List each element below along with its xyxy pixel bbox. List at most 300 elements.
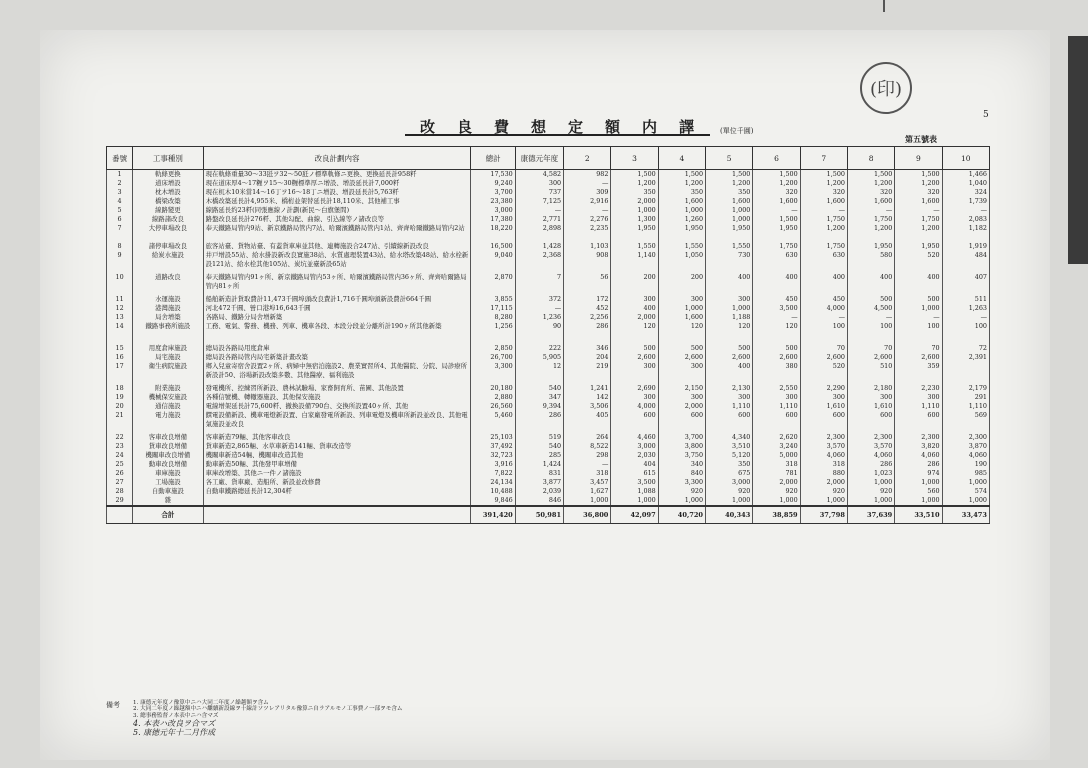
row-year-value: 1,610 [847,402,894,411]
row-year-value: 2,000 [800,478,847,487]
row-total: 17,115 [471,304,515,313]
row-total: 26,560 [471,402,515,411]
row-year-value: 520 [800,362,847,380]
table-row [107,451,990,460]
row-year-value: 2,230 [895,384,942,393]
cost-table [106,146,990,524]
table-row [107,295,990,304]
header-year: 3 [611,147,658,170]
row-year-value: 1,750 [800,215,847,224]
row-total: 7,822 [471,469,515,478]
totals-year: 37,639 [847,506,894,524]
row-year-value: 1,500 [658,170,705,180]
row-plan: 車庫改增築、其他ニ一件ノ諸施設 [203,469,471,478]
row-year-1: 286 [515,411,563,429]
row-year-value: 3,500 [611,478,658,487]
row-year-value: 1,600 [847,197,894,206]
row-year-value: 120 [611,322,658,340]
row-year-value: — [564,460,611,469]
unit-label: (單位千圓) [720,127,754,135]
row-year-value: 1,110 [895,402,942,411]
note-line: 3. 總事務監督ノ本表中ニハ含マズ [133,712,219,719]
row-year-value: 400 [706,362,753,380]
row-year-value: 1,000 [895,496,942,506]
row-year-value: 1,200 [800,179,847,188]
totals-year: 33,510 [895,506,942,524]
row-year-value: 1,263 [942,304,989,313]
table-row [107,273,990,291]
row-plan: 旅客站臺、貨物站臺、有蓋貨車庫並其他、連轉施設合247站、引續線新設改良 [203,242,471,251]
row-year-value: 1,500 [847,170,894,180]
row-year-value: 452 [564,304,611,313]
row-year-value: 70 [847,344,894,353]
row-year-value: 1,600 [706,197,753,206]
row-kind: 工場施設 [133,478,203,487]
row-year-value: 1,200 [706,179,753,188]
table-row [107,215,990,224]
row-year-value: 400 [895,273,942,291]
row-year-value: 350 [611,188,658,197]
row-year-value: 300 [847,393,894,402]
row-kind: 貨車改良增備 [133,442,203,451]
row-year-value: 400 [753,273,800,291]
row-year-value: 2,083 [942,215,989,224]
row-kind: 自動車施設 [133,487,203,496]
row-number: 1 [107,170,133,180]
row-total: 23,380 [471,197,515,206]
row-plan: 現在道床厚4～17糎ヲ15～30糎標準厚ニ增設、增設延長計7,000粁 [203,179,471,188]
row-year-value: 580 [847,251,894,269]
row-plan: 機關車新造54輛、機關車改造其他 [203,451,471,460]
row-number: 11 [107,295,133,304]
row-year-1: 1,428 [515,242,563,251]
row-year-value: 2,690 [611,384,658,393]
row-year-value: 286 [847,460,894,469]
table-body [107,170,990,507]
row-year-value: 560 [895,487,942,496]
handwritten-note: 4. 本表ハ改良ヲ合マズ [133,719,216,729]
totals-total: 391,420 [471,506,515,524]
totals-row [107,506,990,524]
row-year-value: 3,570 [847,442,894,451]
row-year-value: 1,000 [942,478,989,487]
row-total: 3,916 [471,460,515,469]
row-number: 27 [107,478,133,487]
row-year-value: 2,000 [611,313,658,322]
row-year-value: 1,500 [706,170,753,180]
row-kind: 諸停車場改良 [133,242,203,251]
row-year-value: 200 [611,273,658,291]
table-row [107,170,990,180]
row-year-value: 3,300 [658,478,705,487]
row-year-value: 1,750 [895,215,942,224]
official-seal: (印) [860,62,912,114]
row-year-value: 1,000 [942,496,989,506]
row-year-value: 1,600 [658,197,705,206]
row-year-value: 675 [706,469,753,478]
row-year-value: — [942,206,989,215]
table-row [107,478,990,487]
header-year: 8 [847,147,894,170]
row-kind: 道路改良 [133,273,203,291]
row-year-1: — [515,304,563,313]
row-year-value: 100 [895,322,942,340]
row-year-value: 3,820 [895,442,942,451]
row-plan: 線路延長約23粁(同張應線ノ計劃(新民～白旗堡間) [203,206,471,215]
row-year-value: — [895,313,942,322]
row-year-value: 400 [706,273,753,291]
totals-plan-empty [203,506,471,524]
row-number: 3 [107,188,133,197]
notes [133,700,403,737]
row-year-value: 340 [658,460,705,469]
header-year: 4 [658,147,705,170]
row-year-1: 347 [515,393,563,402]
row-kind: 枕木增設 [133,188,203,197]
row-kind: 港灣施設 [133,304,203,313]
row-year-value: 300 [658,393,705,402]
row-year-value: 3,510 [706,442,753,451]
row-year-value: 286 [895,460,942,469]
row-year-value: 324 [942,188,989,197]
row-plan: 貨車新造2,865輛、水草車新造141輛、貨車改造等 [203,442,471,451]
row-year-value: 3,750 [658,451,705,460]
row-year-value: 920 [706,487,753,496]
row-year-value: 2,179 [942,384,989,393]
row-year-value: 2,290 [800,384,847,393]
row-kind: 附業施設 [133,384,203,393]
row-year-value: — [564,179,611,188]
row-number: 14 [107,322,133,340]
row-year-value: 2,600 [611,353,658,362]
row-year-value: 286 [564,322,611,340]
row-year-value: 600 [611,411,658,429]
row-year-value: 8,522 [564,442,611,451]
row-year-value: 1,110 [753,402,800,411]
row-number: 9 [107,251,133,269]
row-year-value: 1,500 [895,170,942,180]
row-number: 22 [107,433,133,442]
row-year-value: 1,950 [753,224,800,242]
header-year: 7 [800,147,847,170]
header-year: 2 [564,147,611,170]
row-year-value: 920 [800,487,847,496]
row-year-value: 1,000 [847,496,894,506]
row-plan: 河北472千圓、營口港埠16,643千圓 [203,304,471,313]
row-year-value: 908 [564,251,611,269]
row-year-value: 500 [753,344,800,353]
row-year-1: 285 [515,451,563,460]
row-plan: 總局設各路局用度倉庫 [203,344,471,353]
row-year-value: 3,506 [564,402,611,411]
row-year-value: 600 [847,411,894,429]
page-title: 改良費想定額内譯 [420,118,717,136]
row-year-value: 1,300 [611,215,658,224]
row-year-value: 300 [611,295,658,304]
row-year-value: 320 [753,188,800,197]
row-total: 8,280 [471,313,515,322]
row-year-value: 3,000 [706,478,753,487]
row-year-value: 2,000 [753,478,800,487]
table-row [107,362,990,380]
row-year-1: — [515,206,563,215]
row-year-value: 1,241 [564,384,611,393]
row-total: 2,880 [471,393,515,402]
row-year-value: 630 [800,251,847,269]
row-year-value: 600 [895,411,942,429]
row-year-value: — [800,206,847,215]
row-year-value: 400 [800,273,847,291]
row-plan: 井戸增設55站、給水掛設新改良實施38站、水質處理裝置43站、給水塔改築48站、給水栓新設121站、給水栓其他105站、炭坑並臺新設65站 [203,251,471,269]
row-plan: 各種信號機、轉轍器施設、其他保安施設 [203,393,471,402]
row-year-value: — [753,313,800,322]
row-year-value: 1,200 [847,224,894,242]
table-row [107,304,990,313]
row-year-1: 4,582 [515,170,563,180]
row-plan: 各工廠、貨車廠、造船所、新設並改修費 [203,478,471,487]
note-line: 2. 大同二年度ノ繰越額中ニハ繼續新設線ヲ十線計ソツレアリタル豫算ニ自ラアルモノ工事費ノ一部ヲモ含ム [133,706,403,713]
row-year-value: 204 [564,353,611,362]
row-year-value: 359 [895,362,942,380]
row-year-value: 3,870 [942,442,989,451]
title-underline [405,134,710,136]
row-year-value: 300 [658,295,705,304]
row-year-value: 500 [658,344,705,353]
row-year-value: 70 [800,344,847,353]
row-kind: 道床增設 [133,179,203,188]
row-plan: 自動車鐵路總延長計12,304粁 [203,487,471,496]
row-kind: 衛生病院施設 [133,362,203,380]
row-year-value: 600 [706,411,753,429]
row-number: 19 [107,393,133,402]
row-kind: 雜 [133,496,203,506]
row-year-1: 846 [515,496,563,506]
row-year-value: 1,000 [706,206,753,215]
row-year-value: — [753,206,800,215]
table-row [107,188,990,197]
row-year-value: 1,610 [800,402,847,411]
row-year-value: 5,120 [706,451,753,460]
row-year-value: 3,000 [611,442,658,451]
totals-year: 37,798 [800,506,847,524]
row-year-value: 510 [847,362,894,380]
table-row [107,206,990,215]
row-year-value: 1,950 [706,224,753,242]
row-year-value: 100 [847,322,894,340]
row-total: 17,380 [471,215,515,224]
row-year-value: 300 [800,393,847,402]
row-year-value: 4,060 [895,451,942,460]
row-year-value: 120 [658,322,705,340]
row-year-1: 2,771 [515,215,563,224]
row-year-value: 219 [564,362,611,380]
row-year-value: 100 [942,322,989,340]
row-year-value: 1,750 [847,215,894,224]
row-number: 6 [107,215,133,224]
row-year-1: 1,236 [515,313,563,322]
row-year-value: 1,200 [895,224,942,242]
header-total: 總計 [471,147,515,170]
totals-label: 合計 [133,506,203,524]
page-number: 5 [983,110,989,120]
row-plan: 饌電設備新設、機車電燈新設置、白家廠發電所新設、列車電燈及機車所新設並改良、其他電氣施設並改良 [203,411,471,429]
row-total: 17,530 [471,170,515,180]
row-plan: 現在軌條重量30～33瓩ヲ32～50瓩ノ標準軌條ニ更換、更換延長計958粁 [203,170,471,180]
table-row [107,224,990,242]
table-row [107,313,990,322]
row-year-value: 1,500 [611,170,658,180]
row-year-1: 5,905 [515,353,563,362]
row-year-value: 1,000 [706,496,753,506]
row-year-value: 1,600 [753,197,800,206]
row-year-1: 90 [515,322,563,340]
row-year-value: 2,030 [611,451,658,460]
table-row [107,179,990,188]
row-kind: 給炭水施設 [133,251,203,269]
row-year-value: 172 [564,295,611,304]
row-year-value: 1,000 [895,478,942,487]
row-year-value: 318 [753,460,800,469]
row-kind: 機關車改良增備 [133,451,203,460]
row-number: 21 [107,411,133,429]
table-row [107,251,990,269]
row-year-value: 1,000 [658,304,705,313]
table-row [107,460,990,469]
row-total: 1,256 [471,322,515,340]
row-plan: 發電機所、控練習所新設、農林試驗場、家畜飼育所、苗圃、其他設置 [203,384,471,393]
row-year-value: — [895,206,942,215]
row-plan: 船舶新造計貨取費計11,473千圓埠頭改良費計1,716千圓埠頭新設費計664千圓 [203,295,471,304]
table-row [107,197,990,206]
row-year-value: 1,200 [895,179,942,188]
totals-year-1: 50,981 [515,506,563,524]
row-year-value: 1,600 [800,197,847,206]
row-year-1: 12 [515,362,563,380]
notes-label: 備考 [106,701,120,709]
row-year-value: 630 [753,251,800,269]
row-year-1: 1,424 [515,460,563,469]
row-year-value: 569 [942,411,989,429]
row-year-value: 318 [800,460,847,469]
row-total: 25,103 [471,433,515,442]
row-total: 3,700 [471,188,515,197]
row-year-value: 484 [942,251,989,269]
row-year-value: 574 [942,487,989,496]
row-number: 18 [107,384,133,393]
row-year-value: 500 [706,344,753,353]
handwritten-note: 5. 康德元年十二月作成 [133,728,216,738]
table-row [107,322,990,340]
row-year-value: 982 [564,170,611,180]
table-row [107,353,990,362]
row-total: 9,040 [471,251,515,269]
row-kind: 線路諸改良 [133,215,203,224]
row-year-value: 100 [800,322,847,340]
row-year-value: 2,235 [564,224,611,242]
row-number: 20 [107,402,133,411]
row-kind: 橋梁改築 [133,197,203,206]
row-number: 4 [107,197,133,206]
row-plan: 總局設各路局管内局宅新築計畫改築 [203,353,471,362]
row-total: 16,500 [471,242,515,251]
row-year-value: 2,600 [658,353,705,362]
row-year-value: 500 [847,295,894,304]
row-year-1: 222 [515,344,563,353]
totals-year: 40,343 [706,506,753,524]
row-year-value: 1,950 [847,242,894,251]
row-year-value: 2,391 [942,353,989,362]
row-kind: 局舍增築 [133,313,203,322]
row-year-value: 350 [658,188,705,197]
row-plan: 動車新造50輛、其他發甲車增備 [203,460,471,469]
row-year-value: 920 [753,487,800,496]
row-year-value: 400 [611,304,658,313]
row-kind: 水運施設 [133,295,203,304]
row-plan: 各路局、鐵路分局舍增新築 [203,313,471,322]
row-kind: 動車改良增備 [133,460,203,469]
row-year-value: 5,000 [753,451,800,460]
row-number: 23 [107,442,133,451]
row-kind: 機械保安施設 [133,393,203,402]
row-year-value: 404 [611,460,658,469]
table-number: 第五號表 [905,134,937,144]
row-year-value: 320 [847,188,894,197]
row-plan: 現在杌木10米當14～16丁ヲ16～18丁ニ增設、增設延長計5,763粁 [203,188,471,197]
row-kind: 線路變更 [133,206,203,215]
row-year-value: 4,500 [847,304,894,313]
row-kind: 電力施設 [133,411,203,429]
row-year-value: 1,000 [706,215,753,224]
row-year-value: — [942,313,989,322]
row-year-value: 1,627 [564,487,611,496]
row-year-value: 1,200 [658,179,705,188]
row-year-value: 920 [658,487,705,496]
row-year-value: 600 [753,411,800,429]
row-year-value: 1,550 [658,242,705,251]
row-year-value: 1,040 [942,179,989,188]
row-total: 2,850 [471,344,515,353]
row-year-value: 1,000 [658,496,705,506]
row-year-value: 1,023 [847,469,894,478]
row-year-value: 346 [564,344,611,353]
row-year-value: 300 [611,393,658,402]
totals-year: 33,473 [942,506,989,524]
scan-tick-mark [883,0,885,12]
row-year-1: 372 [515,295,563,304]
row-year-value: 1,200 [847,179,894,188]
row-year-value: 3,800 [658,442,705,451]
totals-year: 38,859 [753,506,800,524]
row-year-value: 2,550 [753,384,800,393]
row-year-value: 2,620 [753,433,800,442]
row-year-value: 3,700 [658,433,705,442]
row-kind: 客車改良增備 [133,433,203,442]
row-year-value: 2,000 [658,402,705,411]
row-year-value: 2,600 [895,353,942,362]
row-year-value: 1,950 [895,242,942,251]
row-year-value: 1,260 [658,215,705,224]
row-year-value: 264 [564,433,611,442]
row-year-value: 4,060 [847,451,894,460]
row-kind: 軌條更換 [133,170,203,180]
row-year-1: 540 [515,442,563,451]
table-row [107,384,990,393]
row-year-value: 400 [847,273,894,291]
header-year-1: 康德元年度 [515,147,563,170]
row-year-value: 405 [564,411,611,429]
row-year-value: 1,182 [942,224,989,242]
row-kind: 車庫施設 [133,469,203,478]
